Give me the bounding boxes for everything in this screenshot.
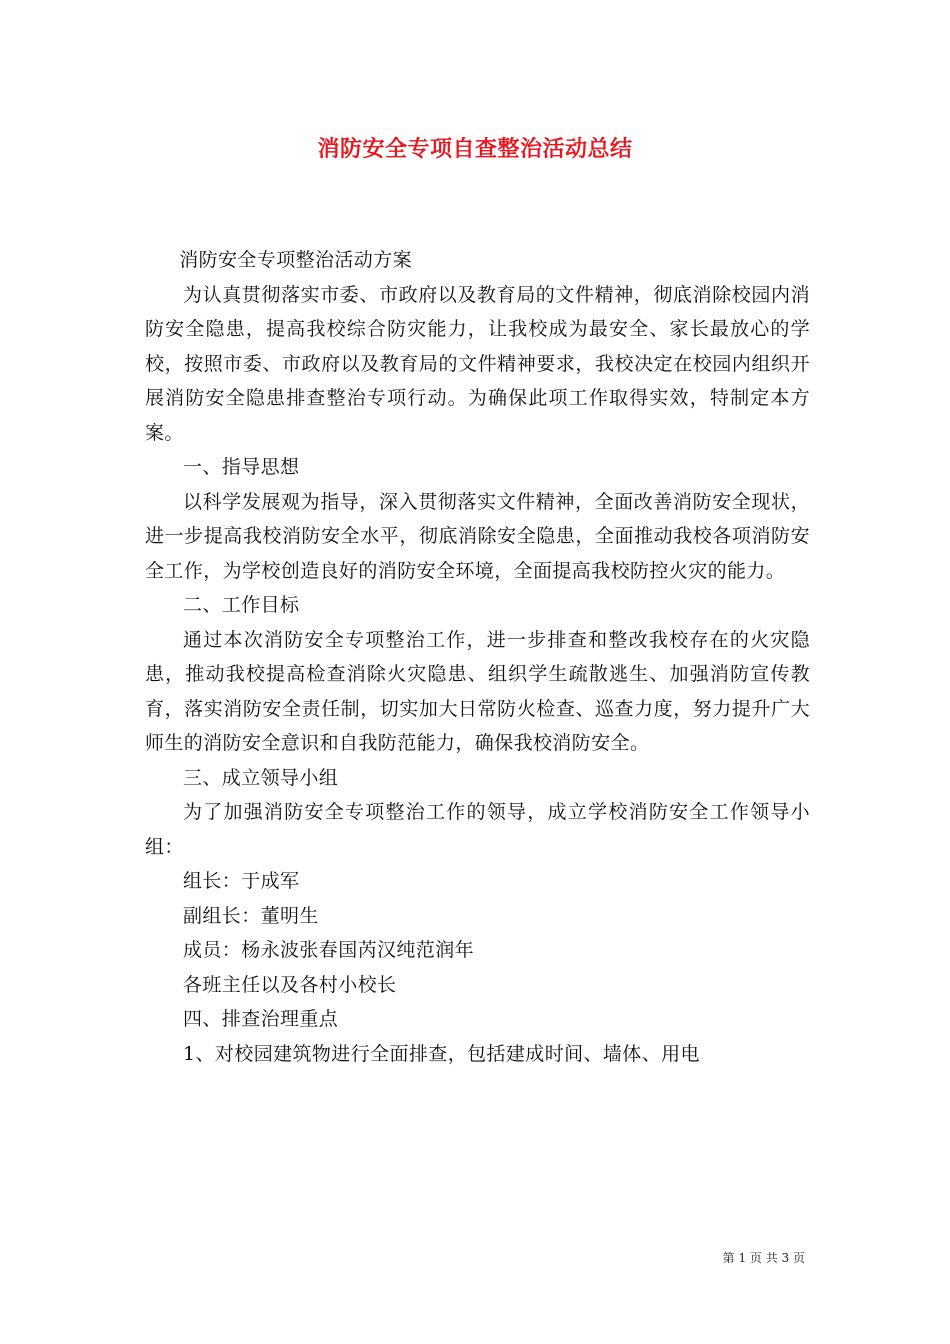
paragraph-work-goals: 通过本次消防安全专项整治工作，进一步排查和整改我校存在的火灾隐患，推动我校提高检查消除火灾隐患、组织学生疏散逃生、加强消防宣传教育，落实消防安全责任制，切实加大日常防火检查、巡查力度，努力提升广大师生的消防安全意识和自我防范能力，确保我校消防安全。 (145, 628, 810, 754)
paragraph-intro: 为认真贯彻落实市委、市政府以及教育局的文件精神，彻底消除校园内消防安全隐患，提高我校综合防灾能力，让我校成为最安全、家长最放心的学校，按照市委、市政府以及教育局的文件精神要求，我校决定在校园内组织开展消防安全隐患排查整治专项行动。为确保此项工作取得实效，特制定本方案。 (145, 283, 810, 444)
section-heading-leading-group: 三、成立领导小组 (183, 766, 339, 789)
paragraph-group-leader: 组长：于成军 (183, 870, 300, 892)
paragraph-key-point-1: 1、对校园建筑物进行全面排查，包括建成时间、墙体、用电 (183, 1042, 700, 1065)
paragraph-deputy-leader: 副组长：董明生 (183, 904, 319, 927)
paragraph-members: 成员：杨永波张春国芮汉纯范润年 (183, 939, 475, 961)
page-number: 第 1 页 共 3 页 (722, 1251, 805, 1265)
paragraph-plan-heading: 消防安全专项整治活动方案 (179, 249, 412, 271)
paragraph-class-teachers: 各班主任以及各村小校长 (183, 973, 397, 996)
section-heading-guiding-thought: 一、指导思想 (183, 456, 300, 478)
paragraph-leading-group: 为了加强消防安全专项整治工作的领导，成立学校消防安全工作领导小组： (145, 801, 810, 858)
document-body (145, 243, 810, 1071)
page-title: 消防安全专项自查整治活动总结 (317, 136, 633, 162)
section-heading-key-points: 四、排查治理重点 (183, 1008, 339, 1030)
paragraph-guiding-thought: 以科学发展观为指导，深入贯彻落实文件精神，全面改善消防安全现状，进一步提高我校消防安全水平，彻底消除安全隐患，全面推动我校各项消防安全工作，为学校创造良好的消防安全环境，全面提高我校防控火灾的能力。 (145, 490, 810, 582)
section-heading-work-goals: 二、工作目标 (183, 594, 300, 616)
